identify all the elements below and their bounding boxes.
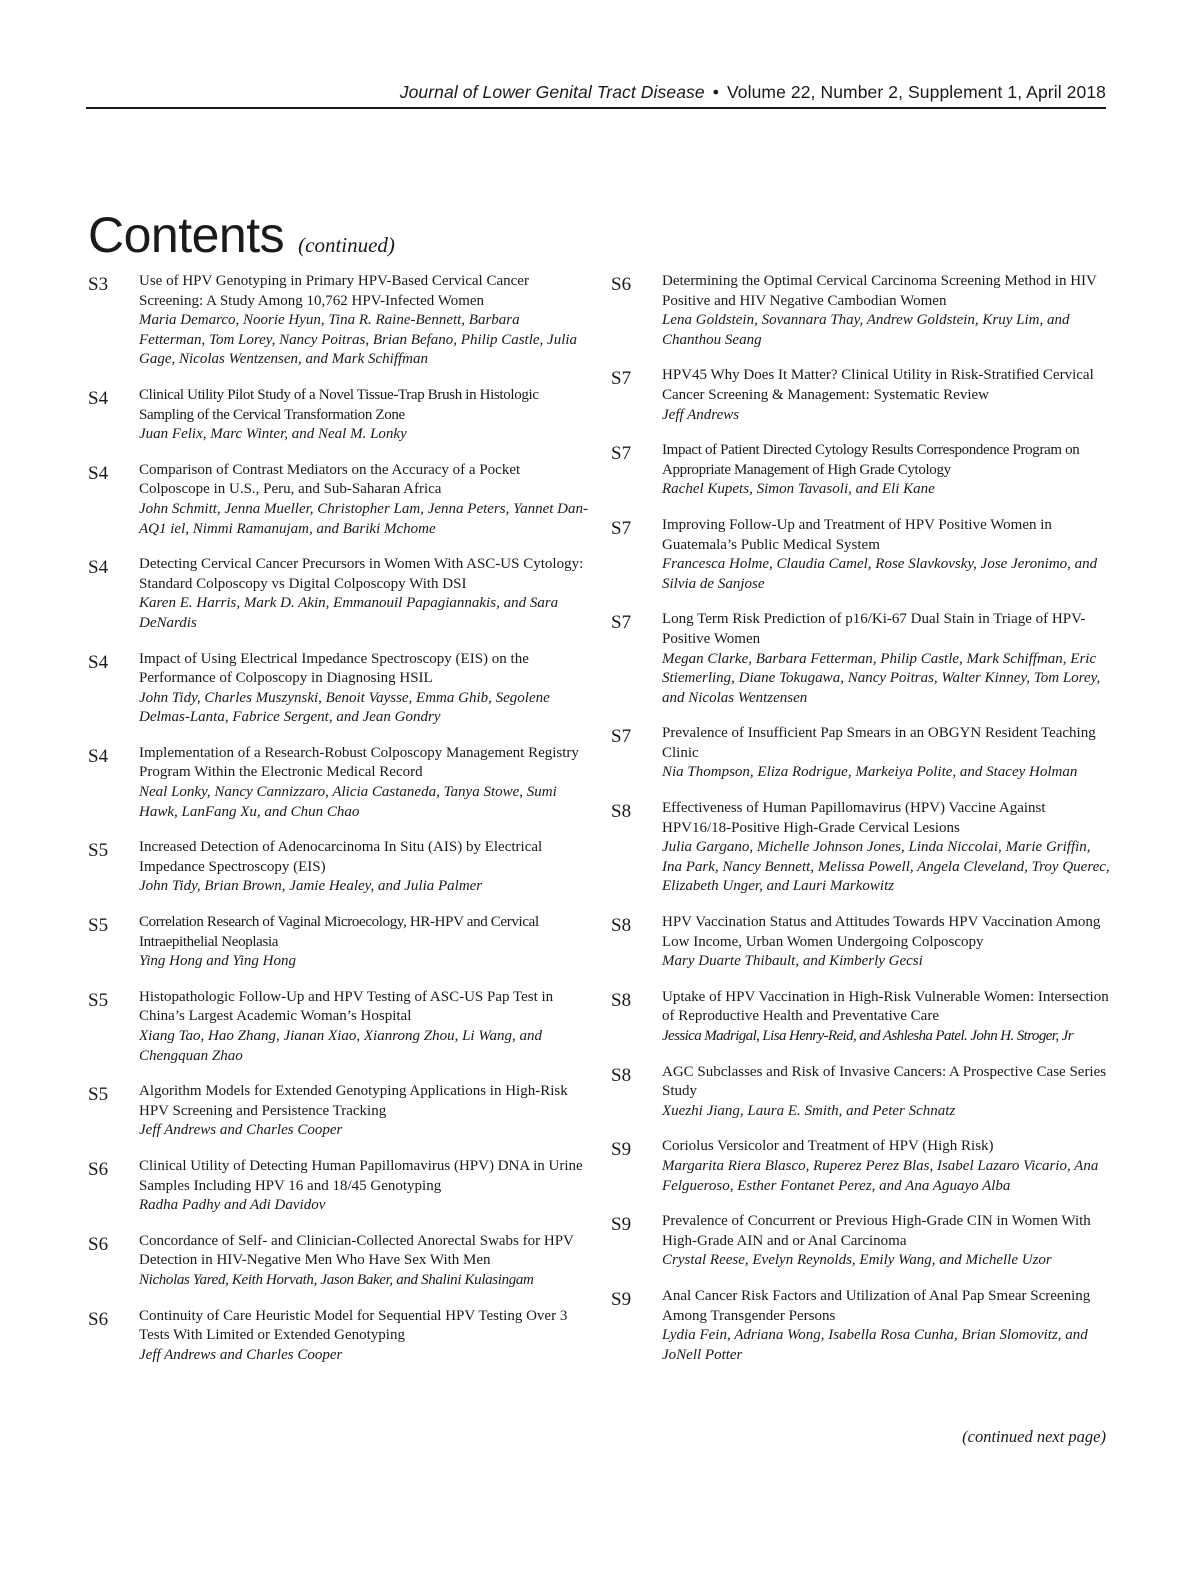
entry-page: S7 [611,726,632,748]
toc-entry[interactable] [611,272,1111,350]
issue-info: Volume 22, Number 2, Supplement 1, April 2018 [726,82,1106,102]
header-separator: • [712,82,719,102]
entry-title: HPV Vaccination Status and Attitudes Towards HPV Vaccination Among Low Income, Urban Women Undergoing Colposcopy [662,914,1101,950]
entry-authors: Crystal Reese, Evelyn Reynolds, Emily Wang, and Michelle Uzor [662,1252,1052,1269]
entry-authors: John Tidy, Brian Brown, Jamie Healey, and Julia Palmer [139,878,483,895]
contents-heading [88,206,395,264]
entry-authors: Margarita Riera Blasco, Ruperez Perez Blas, Isabel Lazaro Vicario, Ana Felgueroso, Esther Fontanet Perez, and Ana Aguayo Alba [662,1157,1099,1194]
journal-name: Journal of Lower Genital Tract Disease [399,82,705,102]
entry-authors: Julia Gargano, Michelle Johnson Jones, Linda Niccolai, Marie Griffin, Ina Park, Nancy Bennett, Melissa Powell, Angela Cleveland, Troy Querec, Elizabeth Unger, and Lauri Markowitz [662,839,1110,895]
entry-authors: Jeff Andrews [662,406,740,423]
entry-page: S9 [611,1214,632,1236]
entry-title: Effectiveness of Human Papillomavirus (HPV) Vaccine Against HPV16/18-Positive High-Grade Cervical Lesions [662,800,1046,836]
contents-column-right [611,272,1111,1365]
entry-page: S5 [88,915,109,937]
entry-title: Coriolus Versicolor and Treatment of HPV (High Risk) [662,1138,994,1155]
toc-entry[interactable] [88,555,588,633]
entry-authors: Nicholas Yared, Keith Horvath, Jason Baker, and Shalini Kulasingam [139,1271,534,1288]
running-header [86,82,1106,109]
entry-title: Determining the Optimal Cervical Carcinoma Screening Method in HIV Positive and HIV Negative Cambodian Women [662,273,1097,309]
entry-authors: Rachel Kupets, Simon Tavasoli, and Eli Kane [662,481,935,498]
entry-page: S6 [88,1308,109,1330]
toc-entry[interactable] [88,1082,588,1141]
entry-page: S9 [611,1139,632,1161]
toc-entry[interactable] [611,913,1111,972]
entry-title: Concordance of Self- and Clinician-Collected Anorectal Swabs for HPV Detection in HIV-Negative Men Who Have Sex With Men [139,1232,574,1269]
entry-authors: Neal Lonky, Nancy Cannizzaro, Alicia Castaneda, Tanya Stowe, Sumi Hawk, LanFang Xu, and Chun Chao [139,784,557,820]
entry-authors: Megan Clarke, Barbara Fetterman, Philip Castle, Mark Schiffman, Eric Stiemerling, Diane Tokugawa, Nancy Poitras, Walter Kinney, Tom Lorey, and Nicolas Wentzensen [662,650,1101,706]
toc-entry[interactable] [88,650,588,728]
entry-authors: Lydia Fein, Adriana Wong, Isabella Rosa Cunha, Brian Slomovitz, and JoNell Potter [662,1327,1088,1363]
entry-page: S6 [611,274,632,295]
entry-authors: Jeff Andrews and Charles Cooper [139,1122,343,1139]
toc-entry[interactable] [88,1232,588,1291]
entry-title: Continuity of Care Heuristic Model for Sequential HPV Testing Over 3 Tests With Limited or Extended Genotyping [139,1307,568,1344]
entry-page: S9 [611,1288,632,1310]
entry-authors: Ying Hong and Ying Hong [139,953,296,970]
entry-authors: Nia Thompson, Eliza Rodrigue, Markeiya Polite, and Stacey Holman [662,764,1078,781]
entry-authors: John Tidy, Charles Muszynski, Benoit Vaysse, Emma Ghib, Segolene Delmas-Lanta, Fabrice Sergent, and Jean Gondry [139,689,550,726]
entry-page: S4 [88,387,109,409]
toc-entry[interactable] [611,1287,1111,1365]
entry-page: S6 [88,1233,109,1255]
entry-page: S7 [611,612,632,634]
toc-entry[interactable] [611,1212,1111,1271]
toc-entry[interactable] [611,441,1111,500]
continued-next-page: (continued next page) [962,1427,1106,1446]
entry-title: Algorithm Models for Extended Genotyping Applications in High-Risk HPV Screening and Persistence Tracking [139,1083,568,1119]
toc-entry[interactable] [88,1307,588,1366]
entry-title: Long Term Risk Prediction of p16/Ki-67 Dual Stain in Triage of HPV-Positive Women [662,611,1086,647]
entry-authors: Juan Felix, Marc Winter, and Neal M. Lonky [139,426,407,443]
entry-page: S8 [611,1064,632,1086]
entry-page: S4 [88,462,109,484]
entry-title: Anal Cancer Risk Factors and Utilization of Anal Pap Smear Screening Among Transgender Persons [662,1287,1091,1324]
entry-title: Increased Detection of Adenocarcinoma In Situ (AIS) by Electrical Impedance Spectroscopy (EIS) [139,839,543,875]
toc-entry[interactable] [88,272,588,370]
entry-title: Clinical Utility of Detecting Human Papillomavirus (HPV) DNA in Urine Samples Including HPV 16 and 18/45 Genotyping [139,1157,583,1194]
entry-title: HPV45 Why Does It Matter? Clinical Utility in Risk-Stratified Cervical Cancer Screening & Management: Systematic Review [662,367,1094,403]
entry-page: S3 [88,274,109,295]
entry-title: Clinical Utility Pilot Study of a Novel Tissue-Trap Brush in Histologic Sampling of the Cervical Transformation Zone [139,386,539,423]
entry-page: S5 [88,1084,109,1106]
toc-entry[interactable] [88,461,588,539]
contents-column-left [88,272,588,1365]
entry-authors: Radha Padhy and Adi Davidov [139,1197,326,1214]
entry-page: S6 [88,1158,109,1180]
entry-authors: Jessica Madrigal, Lisa Henry-Reid, and Ashlesha Patel. John H. Stroger, Jr [662,1028,1073,1044]
entry-authors: Maria Demarco, Noorie Hyun, Tina R. Raine-Bennett, Barbara Fetterman, Tom Lorey, Nancy Poitras, Brian Befano, Philip Castle, Julia Gage, Nicolas Wentzensen, and Mark Schiffman [139,312,578,368]
toc-entry[interactable] [88,988,588,1066]
toc-entry[interactable] [611,1137,1111,1196]
entry-title: Detecting Cervical Cancer Precursors in Women With ASC-US Cytology: Standard Colposcopy vs Digital Colposcopy With DSI [139,556,584,592]
toc-entry[interactable] [611,988,1111,1047]
entry-title: Histopathologic Follow-Up and HPV Testing of ASC-US Pap Test in China’s Largest Academic Woman’s Hospital [139,988,554,1025]
entry-page: S4 [88,651,109,673]
entry-page: S8 [611,801,632,823]
entry-title: Prevalence of Concurrent or Previous High-Grade CIN in Women With High-Grade AIN and or Anal Carcinoma [662,1213,1091,1249]
entry-title: Implementation of a Research-Robust Colposcopy Management Registry Program Within the Electronic Medical Record [139,744,579,781]
entry-title: Impact of Patient Directed Cytology Results Correspondence Program on Appropriate Management of High Grade Cytology [662,442,1080,478]
entry-page: S5 [88,989,109,1011]
page-title: Contents [88,207,285,263]
entry-page: S8 [611,915,632,937]
entry-page: S4 [88,557,109,579]
entry-page: S8 [611,989,632,1011]
entry-title: AGC Subclasses and Risk of Invasive Cancers: A Prospective Case Series Study [662,1063,1107,1100]
toc-entry[interactable] [88,744,588,822]
page-subtitle: (continued) [298,233,395,257]
toc-entry[interactable] [88,838,588,897]
toc-entry[interactable] [611,724,1111,783]
entry-page: S7 [611,443,632,465]
entry-page: S7 [611,368,632,390]
entry-authors: Xuezhi Jiang, Laura E. Smith, and Peter Schnatz [662,1102,956,1119]
entry-page: S7 [611,517,632,539]
entry-page: S5 [88,840,109,862]
entry-title: Impact of Using Electrical Impedance Spectroscopy (EIS) on the Performance of Colposcopy in Diagnosing HSIL [139,650,529,687]
entry-authors: Jeff Andrews and Charles Cooper [139,1346,343,1363]
toc-entry[interactable] [611,366,1111,425]
entry-title: Correlation Research of Vaginal Microecology, HR-HPV and Cervical Intraepithelial Neoplasia [139,914,539,950]
entry-authors: John Schmitt, Jenna Mueller, Christopher Lam, Jenna Peters, Yannet Dan- AQ1 iel, Nimmi Ramanujam, and Bariki Mchome [139,500,588,537]
toc-entry[interactable] [611,516,1111,594]
entry-title: Uptake of HPV Vaccination in High-Risk Vulnerable Women: Intersection of Reproductive Health and Preventative Care [662,988,1109,1025]
toc-entry[interactable] [88,386,588,445]
entry-title: Prevalence of Insufficient Pap Smears in an OBGYN Resident Teaching Clinic [662,725,1096,761]
entry-title: Improving Follow-Up and Treatment of HPV Positive Women in Guatemala’s Public Medical System [662,516,1052,553]
toc-entry[interactable] [611,799,1111,897]
entry-authors: Xiang Tao, Hao Zhang, Jianan Xiao, Xianrong Zhou, Li Wang, and Chengquan Zhao [139,1028,542,1064]
entry-title: Use of HPV Genotyping in Primary HPV-Based Cervical Cancer Screening: A Study Among 10,762 HPV-Infected Women [139,273,529,309]
toc-entry[interactable] [611,1063,1111,1122]
entry-title: Comparison of Contrast Mediators on the Accuracy of a Pocket Colposcope in U.S., Peru, and Sub-Saharan Africa [139,461,521,498]
toc-entry[interactable] [88,913,588,972]
entry-authors: Francesca Holme, Claudia Camel, Rose Slavkovsky, Jose Jeronimo, and Silvia de Sanjose [662,556,1098,592]
entry-page: S4 [88,745,109,767]
entry-authors: Karen E. Harris, Mark D. Akin, Emmanouil Papagiannakis, and Sara DeNardis [139,595,559,631]
entry-authors: Mary Duarte Thibault, and Kimberly Gecsi [662,953,923,970]
toc-entry[interactable] [611,610,1111,708]
toc-entry[interactable] [88,1157,588,1216]
entry-authors: Lena Goldstein, Sovannara Thay, Andrew Goldstein, Kruy Lim, and Chanthou Seang [662,312,1070,348]
